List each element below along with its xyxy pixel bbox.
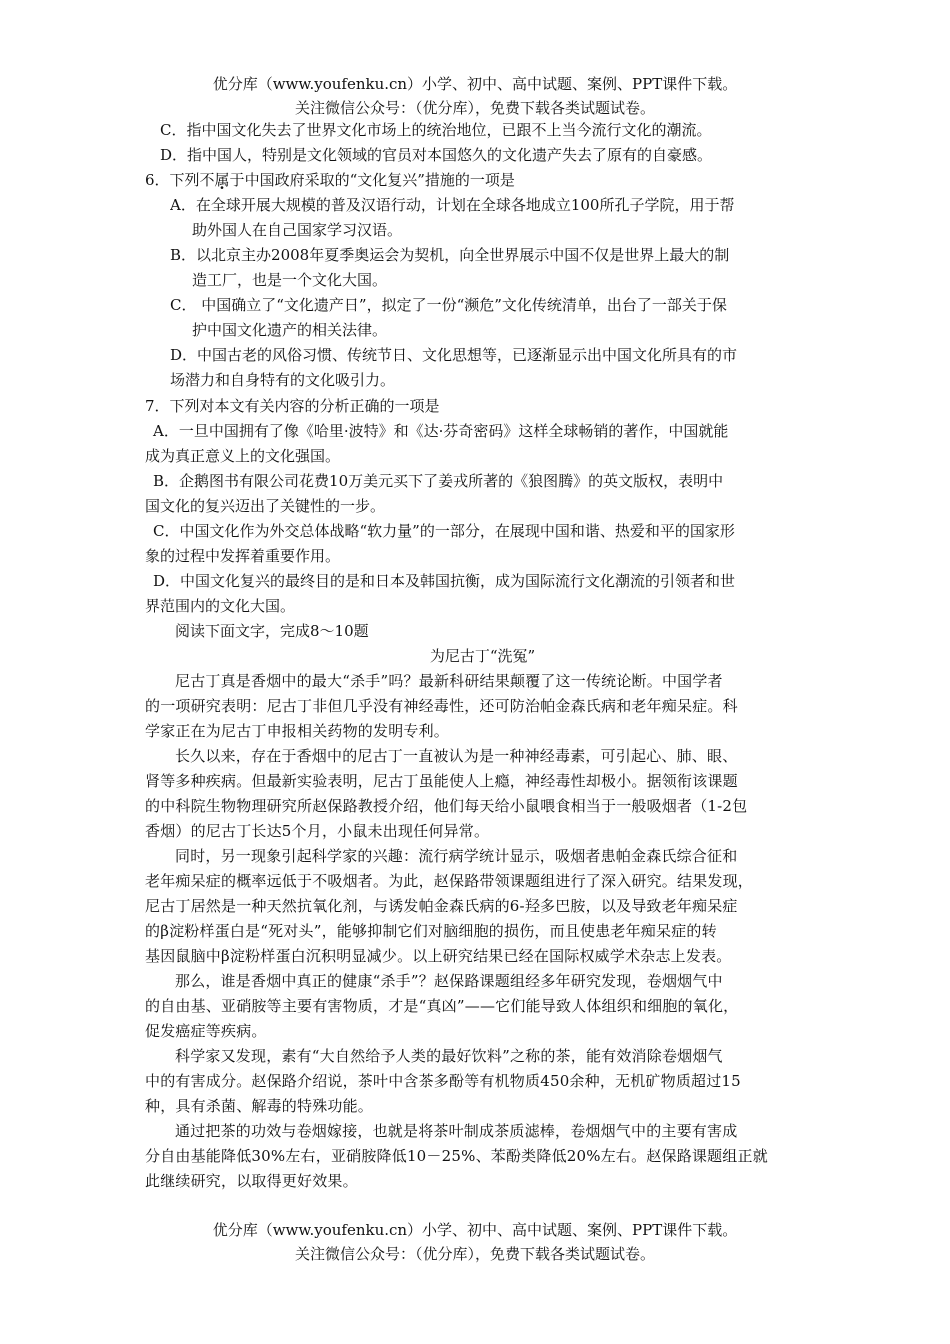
- p1-line: 的一项研究表明：尼古丁非但几乎没有神经毒性，还可防治帕金森氏病和老年痴呆症。科: [145, 697, 738, 715]
- passage-title: 为尼古丁“洗冤”: [429, 647, 536, 665]
- q7-option-d: D．中国文化复兴的最终目的是和日本及韩国抗衡，成为国际流行文化潮流的引领者和世: [153, 572, 736, 590]
- question-7: [145, 394, 820, 619]
- footer-line-2: 关注微信公众号：（优分库），免费下载各类试题试卷。: [294, 1245, 655, 1263]
- p4-line: 促发癌症等疾病。: [145, 1022, 267, 1040]
- p2-line: 的中科院生物物理研究所赵保路教授介绍，他们每天给小鼠喂食相当于一般吸烟者（1-2包: [145, 797, 748, 815]
- q7-stem: 7．下列对本文有关内容的分析正确的一项是: [145, 397, 440, 415]
- passage-body: [145, 669, 820, 1194]
- question-5-options: [160, 118, 820, 168]
- p5-line: 科学家又发现，素有“大自然给予人类的最好饮料”之称的茶，能有效消除卷烟烟气: [175, 1047, 723, 1065]
- p3-line: 尼古丁居然是一种天然抗氧化剂，与诱发帕金森氏病的6-羟多巴胺，以及导致老年痴呆症: [145, 897, 738, 915]
- header-line-1: 优分库（www.youfenku.cn）小学、初中、高中试题、案例、PPT课件下载。: [212, 75, 738, 93]
- q6-emphasis: 不属于: [199, 171, 245, 189]
- q7-option-a-cont: 成为真正意义上的文化强国。: [145, 447, 341, 465]
- q6-option-b: B．以北京主办2008年夏季奥运会为契机，向全世界展示中国不仅是世界上最大的制: [170, 246, 730, 264]
- q5-option-c: C．指中国文化失去了世界文化市场上的统治地位，已跟不上当今流行文化的潮流。: [160, 121, 712, 139]
- p2-line: 肾等多种疾病。但最新实验表明，尼古丁虽能使人上瘾，神经毒性却极小。据领衔该课题: [145, 772, 738, 790]
- p6-line: 通过把茶的功效与卷烟嫁接，也就是将茶叶制成茶质滤棒，卷烟烟气中的主要有害成: [175, 1122, 738, 1140]
- q6-option-d-cont: 场潜力和自身特有的文化吸引力。: [170, 371, 396, 389]
- header-line-2: 关注微信公众号：（优分库），免费下载各类试题试卷。: [294, 99, 655, 117]
- q6-option-a: A．在全球开展大规模的普及汉语行动，计划在全球各地成立100所孔子学院，用于帮: [170, 196, 735, 214]
- p5-line: 中的有害成分。赵保路介绍说，茶叶中含茶多酚等有机物质450余种，无机矿物质超过15: [145, 1072, 741, 1090]
- p4-line: 的自由基、亚硝胺等主要有害物质，才是“真凶”——它们能导致人体组织和细胞的氧化，: [145, 997, 739, 1015]
- p3-line: 同时，另一现象引起科学家的兴趣：流行病学统计显示，吸烟者患帕金森氏综合征和: [175, 847, 738, 865]
- p2-line: 长久以来，存在于香烟中的尼古丁一直被认为是一种神经毒素，可引起心、肺、眼、: [175, 747, 738, 765]
- p4-line: 那么，谁是香烟中真正的健康“杀手”？赵保路课题组经多年研究发现，卷烟烟气中: [175, 972, 723, 990]
- q7-option-b: B．企鹅图书有限公司花费10万美元买下了姜戎所著的《狼图腾》的英文版权，表明中: [153, 472, 724, 490]
- question-6: [145, 168, 820, 393]
- p6-line: 此继续研究，以取得更好效果。: [145, 1172, 358, 1190]
- q7-option-b-cont: 国文化的复兴迈出了关键性的一步。: [145, 497, 386, 515]
- q6-option-c: C． 中国确立了“文化遗产日”，拟定了一份“濒危”文化传统清单，出台了一部关于保: [170, 296, 727, 314]
- q6-option-b-cont: 造工厂，也是一个文化大国。: [192, 271, 388, 289]
- p1-line: 尼古丁真是香烟中的最大“杀手”吗？最新科研结果颠覆了这一传统论断。中国学者: [175, 672, 723, 690]
- q6-stem: 6．下列不属于中国政府采取的“文化复兴”措施的一项是: [145, 171, 515, 189]
- p3-line: 的β淀粉样蛋白是“死对头”，能够抑制它们对脑细胞的损伤，而且使患老年痴呆症的转: [145, 922, 717, 940]
- footer-line-1: 优分库（www.youfenku.cn）小学、初中、高中试题、案例、PPT课件下载。: [212, 1221, 738, 1239]
- reading-instruction: 阅读下面文字，完成8～10题: [175, 622, 369, 640]
- page-footer: [0, 1218, 950, 1266]
- q7-option-a: A．一旦中国拥有了像《哈里·波特》和《达·芬奇密码》这样全球畅销的著作，中国就能: [153, 422, 729, 440]
- p3-line: 老年痴呆症的概率远低于不吸烟者。为此，赵保路带领课题组进行了深入研究。结果发现，: [145, 872, 754, 890]
- p6-line: 分自由基能降低30%左右，亚硝胺降低10－25%、苯酚类降低20%左右。赵保路课题组正就: [145, 1147, 768, 1165]
- q5-option-d: D．指中国人，特别是文化领域的官员对本国悠久的文化遗产失去了原有的自豪感。: [160, 146, 713, 164]
- q7-option-c: C．中国文化作为外交总体战略“软力量”的一部分，在展现中国和谐、热爱和平的国家形: [153, 522, 735, 540]
- page-header: [0, 72, 950, 120]
- q6-option-c-cont: 护中国文化遗产的相关法律。: [192, 321, 388, 339]
- q7-option-c-cont: 象的过程中发挥着重要作用。: [145, 547, 341, 565]
- q7-option-d-cont: 界范围内的文化大国。: [145, 597, 296, 615]
- p2-line: 香烟）的尼古丁长达5个月，小鼠未出现任何异常。: [145, 822, 490, 840]
- reading-passage: [145, 619, 820, 1194]
- q6-option-a-cont: 助外国人在自己国家学习汉语。: [192, 221, 403, 239]
- p5-line: 种，具有杀菌、解毒的特殊功能。: [145, 1097, 374, 1115]
- q6-option-d: D．中国古老的风俗习惯、传统节日、文化思想等，已逐渐显示出中国文化所具有的市: [170, 346, 738, 364]
- p1-line: 学家正在为尼古丁申报相关药物的发明专利。: [145, 722, 450, 740]
- p3-line: 基因鼠脑中β淀粉样蛋白沉积明显减少。以上研究结果已经在国际权威学术杂志上发表。: [145, 947, 732, 965]
